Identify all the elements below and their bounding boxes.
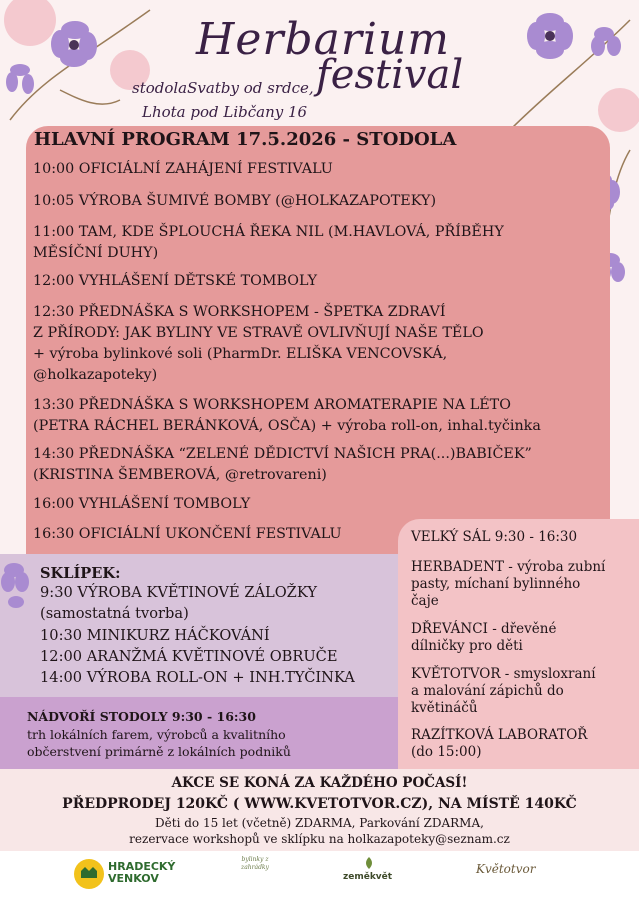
hradecky-venkov-logo bbox=[108, 861, 175, 885]
program-item bbox=[33, 395, 593, 437]
hradecky-logo-line: HRADECKÝ bbox=[108, 860, 176, 873]
program-item-line: 10:00 OFICIÁLNÍ ZAHÁJENÍ FESTIVALU bbox=[33, 161, 333, 177]
sklipek-item: (samostatná tvorba) bbox=[40, 605, 189, 622]
festival-title: Herbarium bbox=[196, 14, 451, 65]
program-item-line: MĚSÍČNÍ DUHY) bbox=[33, 245, 159, 261]
kids-parking-note: Děti do 15 let (včetně) ZDARMA, Parkování ZDARMA, bbox=[155, 816, 484, 830]
program-item-line: 12:00 VYHLÁŠENÍ DĚTSKÉ TOMBOLY bbox=[33, 273, 318, 289]
program-item bbox=[33, 271, 593, 292]
sklipek-item: 14:00 VÝROBA ROLL-ON + INH.TYČINKA bbox=[40, 669, 355, 686]
velky-sal-line: pasty, míchaní bylinného bbox=[411, 576, 581, 592]
velky-sal-line: RAZÍTKOVÁ LABORATOŘ bbox=[411, 727, 588, 743]
sklipek-item: 12:00 ARANŽMÁ KVĚTINOVÉ OBRUČE bbox=[40, 648, 338, 665]
program-item bbox=[33, 191, 593, 212]
program-item bbox=[33, 494, 593, 515]
program-item-line: 11:00 TAM, KDE ŠPLOUCHÁ ŘEKA NIL (M.HAVLOVÁ, PŘÍBĚHY bbox=[33, 224, 504, 240]
velky-sal-line: dílničky pro děti bbox=[411, 638, 523, 654]
velky-sal-item bbox=[411, 559, 631, 610]
velky-sal-item bbox=[411, 621, 631, 655]
program-item-line: 16:00 VYHLÁŠENÍ TOMBOLY bbox=[33, 496, 251, 512]
zemekvet-logo: zeměkvět bbox=[343, 872, 393, 882]
program-item-line: 14:30 PŘEDNÁŠKA “ZELENÉ DĚDICTVÍ NAŠICH PRA(...)BABIČEK” bbox=[33, 446, 532, 462]
velky-sal-item bbox=[411, 727, 631, 761]
main-program-title: HLAVNÍ PROGRAM 17.5.2026 - STODOLA bbox=[34, 129, 457, 150]
sklipek-title: SKLÍPEK: bbox=[40, 565, 121, 582]
program-item-line: (KRISTINA ŠEMBEROVÁ, @retrovareni) bbox=[33, 467, 327, 483]
herbs-logo: bylinky z zahrádky bbox=[241, 856, 269, 871]
program-item-line: 16:30 OFICIÁLNÍ UKONČENÍ FESTIVALU bbox=[33, 526, 342, 542]
venue-line-1: stodolaSvatby od srdce, bbox=[132, 79, 314, 97]
program-item-line: 12:30 PŘEDNÁŠKA S WORKSHOPEM - ŠPETKA ZDRAVÍ bbox=[33, 304, 446, 320]
program-item-line: 10:05 VÝROBA ŠUMIVÉ BOMBY (@HOLKAZAPOTEKY) bbox=[33, 193, 437, 209]
flower-decoration-icon bbox=[490, 0, 639, 140]
velky-sal-item bbox=[411, 666, 631, 717]
hradecky-logo-line: VENKOV bbox=[108, 872, 159, 885]
velky-sal-line: čaje bbox=[411, 593, 439, 609]
velky-sal-line: DŘEVÁNCI - dřevěné bbox=[411, 621, 557, 637]
weather-notice: AKCE SE KONÁ ZA KAŽDÉHO POČASÍ! bbox=[171, 775, 468, 791]
reservation-note: rezervace workshopů ve sklípku na holkazapoteky@seznam.cz bbox=[129, 832, 510, 846]
program-item-line: + výroba bylinkové soli (PharmDr. ELIŠKA VENCOVSKÁ, bbox=[33, 346, 448, 362]
nadvori-title: NÁDVOŘÍ STODOLY 9:30 - 16:30 bbox=[27, 709, 256, 724]
nadvori-line: trh lokálních farem, výrobců a kvalitního bbox=[27, 727, 286, 742]
program-item-line: @holkazapoteky) bbox=[33, 367, 158, 383]
festival-subtitle: festival bbox=[316, 52, 464, 98]
program-item-line: Z PŘÍRODY: JAK BYLINY VE STRAVĚ OVLIVŇUJÍ NAŠE TĚLO bbox=[33, 325, 484, 341]
hradecky-venkov-logo-icon bbox=[72, 858, 106, 890]
program-item-line: (PETRA RÁCHEL BERÁNKOVÁ, OSČA) + výroba roll-on, inhal.tyčinka bbox=[33, 418, 541, 434]
program-item-line: 13:30 PŘEDNÁŠKA S WORKSHOPEM AROMATERAPIE NA LÉTO bbox=[33, 397, 511, 413]
presale-price: PŘEDPRODEJ 120KČ ( WWW.KVETOTVOR.CZ), NA MÍSTĚ 140KČ bbox=[62, 796, 577, 812]
zemekvet-logo-icon bbox=[362, 856, 376, 870]
program-item bbox=[33, 302, 593, 386]
velky-sal-line: HERBADENT - výroba zubní bbox=[411, 559, 606, 575]
sklipek-item: 9:30 VÝROBA KVĚTINOVÉ ZÁLOŽKY bbox=[40, 584, 317, 601]
program-item bbox=[33, 222, 593, 264]
sklipek-item: 10:30 MINIKURZ HÁČKOVÁNÍ bbox=[40, 627, 270, 644]
program-item bbox=[33, 159, 593, 180]
program-item bbox=[33, 444, 593, 486]
velky-sal-line: KVĚTOTVOR - smysloхraní bbox=[411, 666, 596, 682]
velky-sal-title: VELKÝ SÁL 9:30 - 16:30 bbox=[411, 529, 578, 545]
nadvori-line: občerstvení primárně z lokálních podniků bbox=[27, 744, 291, 759]
venue-line-2: Lhota pod Libčany 16 bbox=[142, 103, 308, 121]
kvetotvor-logo: Květotvor bbox=[476, 862, 536, 876]
velky-sal-line: (do 15:00) bbox=[411, 744, 482, 760]
velky-sal-line: a malování zápichů do bbox=[411, 683, 564, 699]
velky-sal-line: květináčů bbox=[411, 700, 478, 716]
flower-decoration-icon bbox=[0, 556, 36, 616]
